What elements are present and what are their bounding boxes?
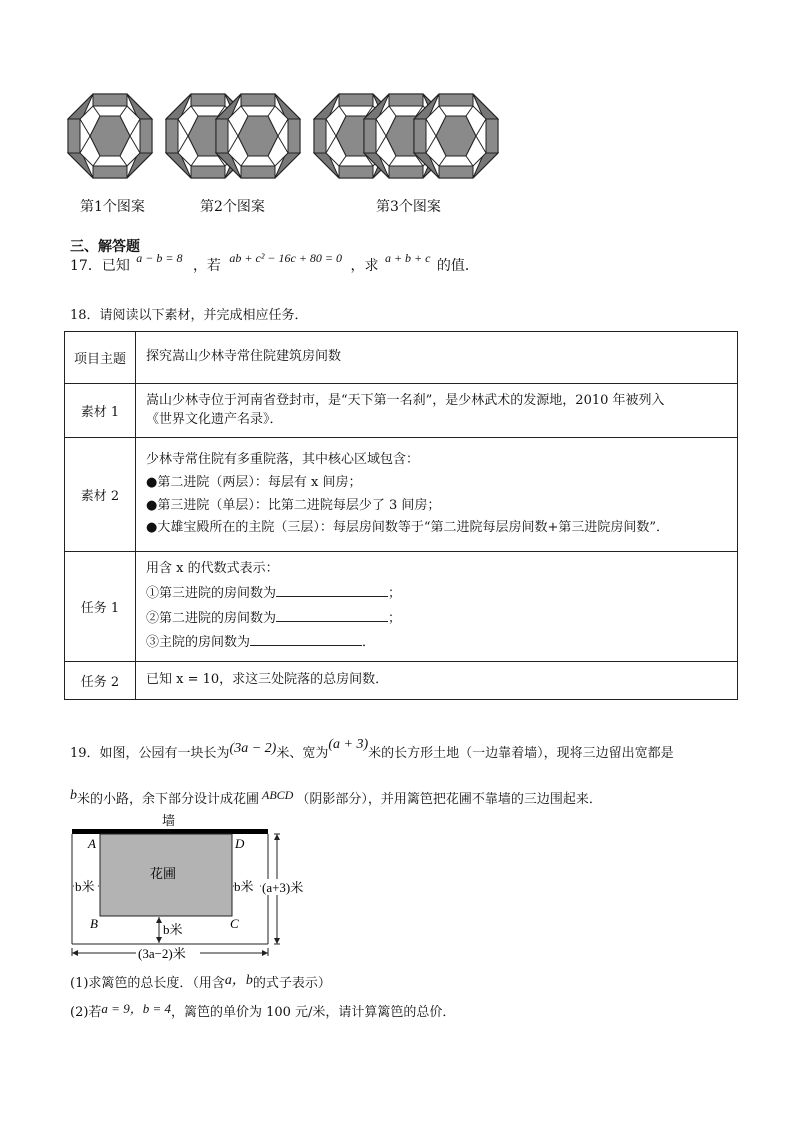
q19-line2: [70, 788, 602, 809]
material-table: [64, 331, 738, 700]
pattern-figures: [60, 90, 520, 190]
line: 《世界文化遗产名录》．: [146, 411, 283, 427]
q19-length: (3a − 2): [229, 741, 277, 756]
pattern-1: [68, 94, 152, 178]
q19-text: 米的长方形土地（一边靠着墙），现将三边留出宽都是: [368, 746, 674, 761]
table-row: [65, 438, 738, 552]
q19-text: ，篱笆的单价为 100 元/米，请计算篱笆的总价．: [170, 1005, 456, 1020]
q19-values: a = 9，b = 4: [101, 1001, 171, 1016]
answer-blank[interactable]: [276, 609, 388, 622]
row-header: 项目主题: [65, 332, 136, 384]
vertex-b: B: [90, 916, 98, 931]
row-header: 素材 2: [65, 438, 136, 552]
q17-cond2: ab + c² − 16c + 80 = 0: [229, 251, 343, 265]
wall-line: [72, 829, 268, 834]
caption-3: 第3个图案: [376, 199, 441, 215]
q19-text: 米、宽为: [276, 746, 329, 761]
row-content: [136, 438, 738, 552]
q19-vars: a，b: [224, 973, 253, 988]
q17-sep2: ，求: [350, 258, 379, 274]
caption-2: 第2个图案: [200, 199, 265, 215]
q19-text: 19．如图，公园有一块长为: [70, 746, 230, 761]
row-header: 任务 1: [65, 552, 136, 662]
line: 探究嵩山少林寺常住院建筑房间数: [146, 349, 342, 365]
q19-text: 的式子表示）: [252, 976, 331, 991]
table-row: [65, 332, 738, 384]
row-content: [136, 662, 738, 700]
caption-1: 第1个图案: [80, 199, 145, 215]
pattern-3: [314, 94, 498, 178]
q17: [70, 251, 479, 275]
q19-text: （阴影部分），并用篱笆把花圃不靠墙的三边围起来．: [296, 792, 602, 807]
row-header: 素材 1: [65, 384, 136, 438]
line: 用含 x 的代数式表示：: [146, 561, 279, 577]
vertex-a: A: [88, 836, 96, 851]
line: ●第三进院（单层）：比第二进院每层少了 3 间房；: [146, 497, 441, 513]
table-row: [65, 552, 738, 662]
wall-label: 墙: [162, 813, 176, 828]
q17-sep1: ，若: [192, 258, 221, 274]
pattern-2: [166, 94, 300, 178]
q19-width: (a + 3): [328, 737, 369, 752]
garden-diagram: [66, 812, 326, 970]
task-line-2: ②第二进院的房间数为 ；: [146, 610, 402, 626]
q19-var-b: b: [70, 788, 77, 803]
answer-blank[interactable]: [250, 633, 362, 646]
q18-intro: 18．请阅读以下素材，并完成相应任务．: [70, 308, 308, 323]
table-row: [65, 662, 738, 700]
vertex-c: C: [230, 916, 239, 931]
vertex-d: D: [235, 836, 245, 851]
q17-cond1: a − b = 8: [136, 251, 183, 265]
section-title: 三、解答题: [70, 239, 140, 255]
q19-sub1: [70, 973, 331, 993]
row-content: [136, 332, 738, 384]
left-gap-label: b米: [75, 879, 95, 894]
task-line-3: ③主院的房间数为 ．: [146, 635, 376, 651]
q19-abcd: ABCD: [262, 788, 294, 802]
task-line-1: ①第三进院的房间数为 ；: [146, 585, 402, 601]
q19-sub2: [70, 1001, 456, 1021]
row-content: [136, 552, 738, 662]
right-gap-label: b米: [234, 879, 254, 894]
q19-text: (2)若: [70, 1005, 102, 1020]
line: ●第二进院（两层）：每层有 x 间房；: [146, 474, 362, 490]
line: 嵩山少林寺位于河南省登封市，是“天下第一名刹”，是少林武术的发源地，2010 年被列入: [146, 392, 665, 408]
line: 已知 x = 10，求这三处院落的总房间数．: [146, 672, 389, 688]
width-label: (3a−2)米: [138, 946, 186, 961]
bottom-gap-label: b米: [163, 922, 183, 937]
answer-blank[interactable]: [276, 584, 388, 597]
q17-number: 17．已知: [70, 258, 130, 274]
table-row: [65, 384, 738, 438]
row-header: 任务 2: [65, 662, 136, 700]
q17-tail: 的值．: [436, 258, 479, 274]
q19-text: (1)求篱笆的总长度．（用含: [70, 976, 225, 991]
line: 少林寺常住院有多重院落，其中核心区域包含：: [146, 452, 420, 467]
garden-label: 花圃: [150, 866, 177, 881]
line: ●大雄宝殿所在的主院（三层）：每层房间数等于“第二进院每层房间数+第三进院房间数”．: [146, 520, 670, 536]
q17-target: a + b + c: [384, 251, 431, 265]
height-label: (a+3)米: [262, 880, 304, 895]
q19-text: 米的小路，余下部分设计成花圃: [77, 792, 260, 807]
q19-line1: [70, 737, 674, 763]
row-content: [136, 384, 738, 438]
